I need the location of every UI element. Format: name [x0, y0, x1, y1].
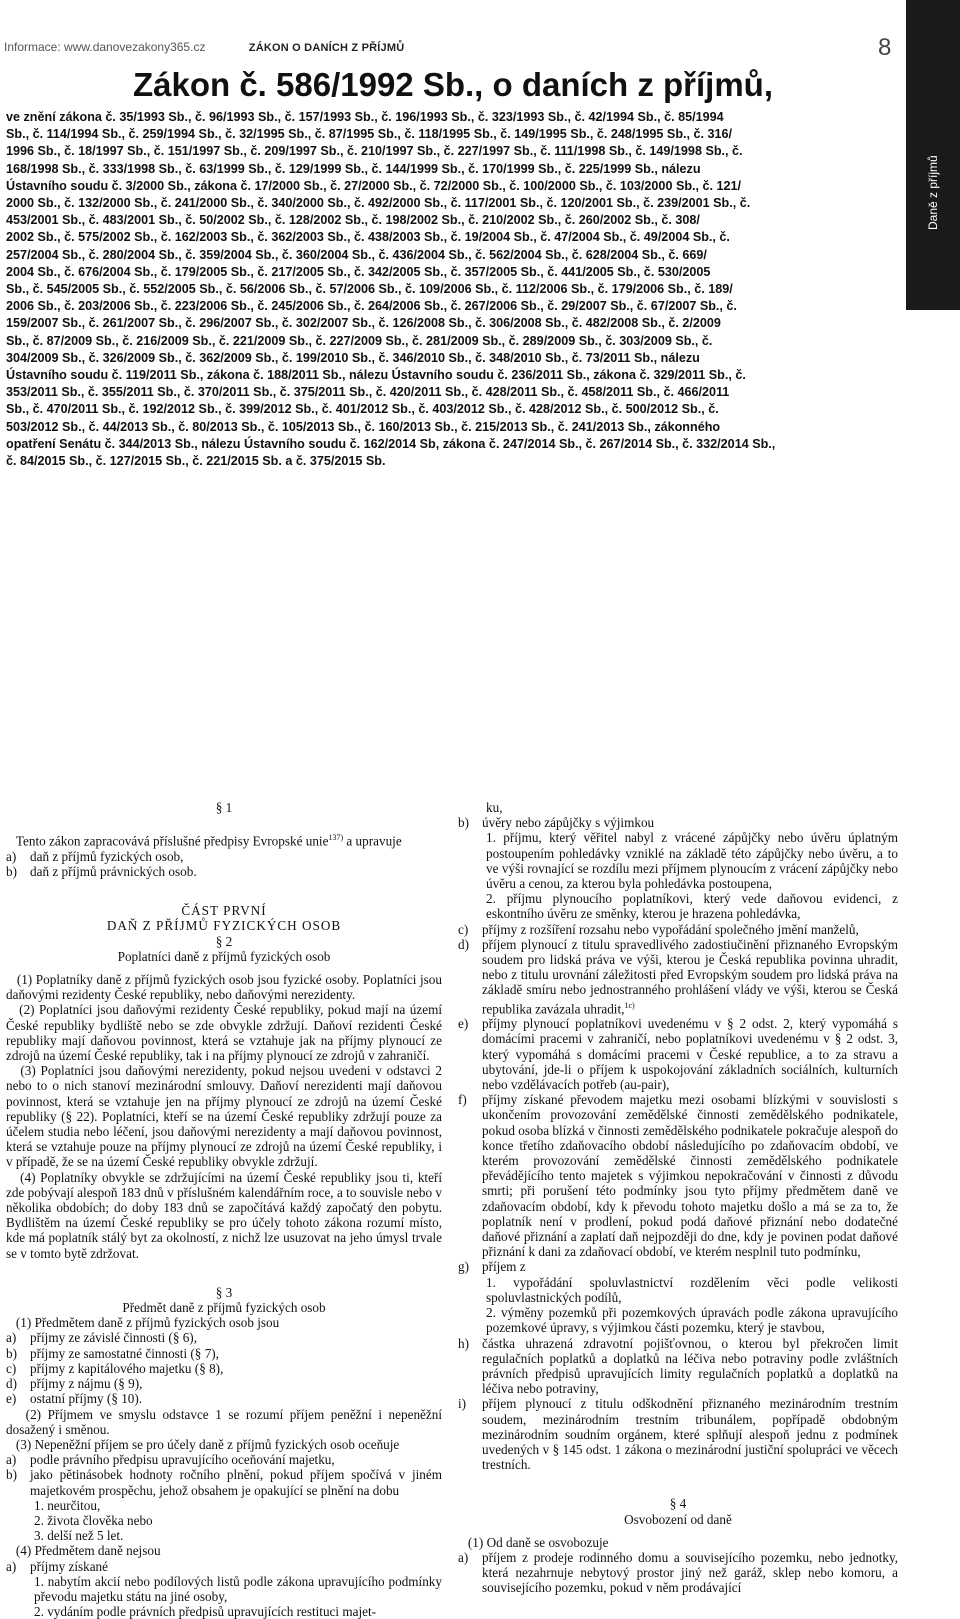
list-item: h) částka uhrazená zdravotní pojišťovnou, o kterou byl překročen limit regulačních poplatků a doplatků na léčiva nebo potraviny podle zvláštních právních předpisů upravujících limity regulačních poplatků a doplatků na léčiva nebo potraviny, — [458, 1335, 898, 1397]
list-item: g) příjem z — [458, 1259, 526, 1275]
section-3-heading: § 3 — [215, 1284, 233, 1300]
list-item: a) příjmy ze závislé činnosti (§ 6), — [6, 1330, 197, 1346]
amendment-line: Sb., č. 87/2009 Sb., č. 216/2009 Sb., č. 221/2009 Sb., č. 227/2009 Sb., č. 281/2009 Sb., č. 289/2009 Sb., č. 303/2009 Sb., č. — [6, 333, 713, 348]
side-section-tab — [906, 0, 960, 310]
sub-item: 1. vypořádání spoluvlastnictví rozdělením věci podle velikosti spoluvlastnických podílů, — [486, 1274, 898, 1305]
paragraph: (1) Předmětem daně z příjmů fyzických osob jsou — [15, 1315, 280, 1331]
amendment-line: 2004 Sb., č. 676/2004 Sb., č. 179/2005 Sb., č. 217/2005 Sb., č. 342/2005 Sb., č. 357/2005 Sb., č. 441/2005 Sb., č. 530/2005 — [6, 264, 711, 279]
list-item: a) daň z příjmů fyzických osob, — [6, 848, 184, 864]
amendment-line: opatření Senátu č. 344/2013 Sb., nálezu Ústavního soudu č. 162/2014 Sb, zákona č. 247/2014 Sb., č. 267/2014 Sb., č. 332/2014 Sb., — [6, 436, 776, 451]
list-item: d) příjmy z nájmu (§ 9), — [6, 1376, 143, 1392]
list-item: f) příjmy získané převodem majetku mezi osobami blízkými v souvislosti s ukončením provozování zemědělské činnosti zemědělského podnikatele, pokud osoba blízká v činnosti zemědělského podnikatele pokračuje alespoň do konce třetího zdaňovacího období následujícího po zdaňovacím období, ve kterém provozování zemědělské činnosti zemědělského podnikatele převádějícího tento majetek s výjimkou nepokračování v činnosti z důvodu smrti; při porušení této podmínky jsou tyto příjmy předmětem daně ve zdaňovacím období, kdy k převodu tohoto majetku došlo a má se za to, že poplatník není v prodlení, pokud podá daňové přiznání nebo dodatečné daňové přiznání a zaplatí daň nejpozději do dne, kdy je povinen podat daňové přiznání k dani za zdaňovací období, ve kterém nesplnil tuto podmínku, — [458, 1092, 898, 1260]
law-title: Zákon č. 586/1992 Sb., o daních z příjmů, — [132, 66, 774, 103]
footnote-ref[interactable]: 137) — [328, 833, 344, 843]
sub-item: 2. vydáním podle právních předpisů upravujících restituci majet- — [34, 1604, 377, 1619]
paragraph: (2) Poplatníci jsou daňovými rezidenty České republiky, pokud mají na území České republiky bydliště nebo se zde obvykle zdržují. Daňoví rezidenti České republiky mají daňovou povinnost, která se vztahuje jak na příjmy plynoucí ze zdrojů na území České republiky, tak i na příjmy plynoucí ze zdrojů v zahraničí. — [6, 1002, 442, 1064]
amendment-line: č. 84/2015 Sb., č. 127/2015 Sb., č. 221/2015 Sb. a č. 375/2015 Sb. — [6, 454, 386, 469]
paragraph: (3) Nepeněžní příjem se pro účely daně z příjmů fyzických osob oceňuje — [15, 1436, 400, 1452]
list-item: a) příjem z prodeje rodinného domu a souvisejícího pozemku, nebo jednotky, která nezahrnuje nebytový prostor jiný než garáž, sklep nebo komoru, a souvisejícího pozemku, pokud v něm prodávající — [458, 1549, 898, 1596]
list-item: b) daň z příjmů právnických osob. — [6, 864, 197, 879]
amendment-line: ve znění zákona č. 35/1993 Sb., č. 96/1993 Sb., č. 157/1993 Sb., č. 196/1993 Sb., č. 323/1993 Sb., č. 42/1994 Sb., č. 85/1994 — [6, 110, 724, 124]
amendment-line: 453/2001 Sb., č. 483/2001 Sb., č. 50/2002 Sb., č. 128/2002 Sb., č. 198/2002 Sb., č. 210/2002 Sb., č. 260/2002 Sb., č. 308/ — [6, 213, 700, 228]
amendment-line: 257/2004 Sb., č. 280/2004 Sb., č. 359/2004 Sb., č. 360/2004 Sb., č. 436/2004 Sb., č. 562/2004 Sb., č. 628/2004 Sb., č. 669/ — [6, 247, 707, 262]
amendment-line: 2006 Sb., č. 203/2006 Sb., č. 223/2006 Sb., č. 245/2006 Sb., č. 264/2006 Sb., č. 267/2006 Sb., č. 29/2007 Sb., č. 67/2007 Sb., č. — [6, 299, 737, 314]
part-heading: ČÁST PRVNÍ — [181, 903, 267, 919]
section-2-title: Poplatníci daně z příjmů fyzických osob — [117, 948, 331, 964]
footnote-ref[interactable]: 1c) — [624, 1000, 635, 1010]
paragraph: (1) Poplatníky daně z příjmů fyzických osob jsou fyzické osoby. Poplatníci jsou daňovými rezidenty České republiky, nebo daňovými nerezidenty. — [6, 972, 442, 1003]
amendment-line: 2000 Sb., č. 132/2000 Sb., č. 241/2000 Sb., č. 340/2000 Sb., č. 492/2000 Sb., č. 117/2001 Sb., č. 120/2001 Sb., č. 239/2001 Sb., č. — [6, 196, 751, 211]
list-item: c) příjmy z kapitálového majetku (§ 8), — [6, 1360, 224, 1376]
sub-item: 2. výměny pozemků při pozemkových úpravách podle zákona upravujícího pozemkové úpravy, s výjimkou části pozemku, který je stavbou, — [486, 1305, 898, 1336]
header-running-title: ZÁKON O DANÍCH Z PŘÍJMŮ — [248, 42, 405, 54]
list-item: a) příjmy získané — [6, 1558, 109, 1574]
section-3-title: Předmět daně z příjmů fyzických osob — [122, 1300, 326, 1316]
header-info-link[interactable]: Informace: www.danovezakony365.cz — [4, 40, 206, 54]
list-item: i) příjem plynoucí z titulu odškodnění přiznaného mezinárodním trestním soudem, mezinárodním trestním tribunálem, popřípadě obdobným mezinárodním soudním orgánem, které splňují alespoň jednu z podmínek uvedených v § 145 odst. 1 zákona o mezinárodní justiční spolupráci ve věcech trestních. — [458, 1396, 898, 1473]
paragraph: (4) Poplatníky obvykle se zdržujícími na území České republiky jsou ti, kteří zde pobývají alespoň 183 dnů v příslušném kalendářním roce, a to souvisle nebo v několika obdobích; do doby 183 dnů se započítává každý započatý den pobytu. Bydlištěm na území České republiky se pro účely tohoto zákona rozumí místo, kde má poplatník stálý byt za okolností, z nichž lze usuzovat na jeho úmysl trvale se v tomto bytě zdržovat. — [6, 1169, 443, 1261]
sub-item: 2. života člověka nebo — [34, 1512, 153, 1528]
section-4-title: Osvobození od daně — [624, 1511, 732, 1527]
list-item: b) příjmy ze samostatné činnosti (§ 7), — [6, 1345, 219, 1361]
list-item: d) příjem plynoucí z titulu spravedlivého zadostiučinění přiznaného Evropským soudem pro lidská práva ve výši, kterou je Česká republika povinna uhradit, nebo z titulu urovnání záležitosti před Evropským soudem pro lidská práva na základě smíru nebo jednostranného prohlášení vlády ve výši, kterou se Česká republika zavázala uhradit,$^{1c)}$ — [458, 936, 898, 1017]
list-item: b) jako pětinásobek hodnoty ročního plnění, pokud příjem spočívá v jiném majetkovém prospěchu, jehož obsahem je opakující se plnění na dobu — [6, 1467, 442, 1498]
list-item: c) příjmy z rozšíření rozsahu nebo vypořádání společného jmění manželů, — [458, 921, 859, 937]
sub-item: 1. neurčitou, — [34, 1497, 101, 1513]
sub-item: 1. nabytím akcií nebo podílových listů podle zákona upravujícího podmínky převodu majetku státu na jiné osoby, — [34, 1573, 442, 1604]
list-item: a) podle právního předpisu upravujícího oceňování majetku, — [6, 1452, 335, 1468]
amendment-line: 168/1998 Sb., č. 333/1998 Sb., č. 63/1999 Sb., č. 129/1999 Sb., č. 144/1999 Sb., č. 170/1999 Sb., č. 225/1999 Sb., nálezu — [6, 161, 701, 176]
amendment-line: 304/2009 Sb., č. 326/2009 Sb., č. 362/2009 Sb., č. 199/2010 Sb., č. 346/2010 Sb., č. 348/2010 Sb., č. 73/2011 Sb., nálezu — [6, 350, 700, 365]
list-item: e) příjmy plynoucí poplatníkovi uvedenému v § 2 odst. 2, který vypomáhá s domácími pracemi v zahraničí, nebo poplatníkovi uvedenému v § 2 odst. 3, který vypomáhá s domácími pracemi v České republice, a to za stravu a ubytování, jde-li o příjem k uspokojování základních sociálních, kulturních nebo vzdělávacích potřeb (au-pair), — [458, 1016, 898, 1093]
side-tab-label: Daně z příjmů — [926, 155, 940, 230]
part-title: DAŇ Z PŘÍJMŮ FYZICKÝCH OSOB — [106, 918, 342, 934]
left-column — [6, 800, 442, 1619]
amendment-line: 159/2007 Sb., č. 261/2007 Sb., č. 296/2007 Sb., č. 302/2007 Sb., č. 126/2008 Sb., č. 306/2008 Sb., č. 482/2008 Sb., č. 2/2009 — [6, 316, 721, 331]
list-item: b) úvěry nebo zápůjčky s výjimkou — [458, 815, 655, 831]
paragraph: (3) Poplatníci jsou daňovými nerezidenty, pokud nejsou uvedeni v odstavci 2 nebo to o nich stanoví mezinárodní smlouvy. Daňoví nerezidenti mají daňovou povinnost, která se vztahuje jen na příjmy plynoucí ze zdrojů na území České republiky (§ 22). Poplatníci, kteří se na území České republiky zdržují pouze za účelem studia nebo léčení, jsou daňovými nerezidenty a mají daňovou povinnost, která se vztahuje pouze na příjmy plynoucí ze zdrojů na území České republiky, i v případě, že se na území České republiky obvykle zdržují. — [6, 1063, 443, 1170]
amendment-line: Ústavního soudu č. 3/2000 Sb., zákona č. 17/2000 Sb., č. 27/2000 Sb., č. 72/2000 Sb., č. 100/2000 Sb., č. 103/2000 Sb., č. 121/ — [6, 178, 742, 193]
amendment-line: Ústavního soudu č. 119/2011 Sb., zákona č. 188/2011 Sb., nálezu Ústavního soudu č. 236/2011 Sb., zákona č. 329/2011 Sb., č. — [6, 368, 746, 383]
amendment-line: Sb., č. 114/1994 Sb., č. 259/1994 Sb., č. 32/1995 Sb., č. 87/1995 Sb., č. 118/1995 Sb., č. 149/1995 Sb., č. 248/1995 Sb., č. 316/ — [6, 127, 733, 142]
running-header — [4, 40, 404, 54]
amendment-line: 353/2011 Sb., č. 355/2011 Sb., č. 370/2011 Sb., č. 375/2011 Sb., č. 420/2011 Sb., č. 428/2011 Sb., č. 458/2011 Sb., č. 466/2011 — [6, 385, 730, 400]
section-1-heading: § 1 — [215, 800, 233, 815]
section-3-items — [6, 1330, 442, 1406]
paragraph: (1) Od daně se osvobozuje — [467, 1534, 609, 1550]
sub-item: 1. příjmu, který věřitel nabyl z vrácené zápůjčky nebo úvěru úplatným postoupením pohledávky vzniklé na základě této zápůjčky nebo úvěru, a to ve výši rovnající se rozdílu mezi příjmem plynoucím z vrácení zápůjčky nebo úvěru a cenou, za kterou byla pohledávka postoupena, — [486, 830, 898, 892]
paragraph: (4) Předmětem daně nejsou — [15, 1543, 161, 1559]
section-2-heading: § 2 — [215, 933, 233, 949]
continuation-text: ku, — [486, 800, 503, 815]
section-1-intro: Tento zákon zapracovává příslušné předpisy Evropské unie$^{137)}$ a upravuje — [15, 833, 402, 849]
amendment-line: Sb., č. 545/2005 Sb., č. 552/2005 Sb., č. 56/2006 Sb., č. 57/2006 Sb., č. 109/2006 Sb., č. 112/2006 Sb., č. 179/2006 Sb., č. 189/ — [6, 282, 733, 297]
right-column — [458, 800, 898, 1596]
sub-item: 3. delší než 5 let. — [34, 1528, 124, 1544]
amendment-line: Sb., č. 470/2011 Sb., č. 192/2012 Sb., č. 399/2012 Sb., č. 401/2012 Sb., č. 403/2012 Sb., č. 428/2012 Sb., č. 500/2012 Sb., č. — [6, 402, 719, 417]
list-item: e) ostatní příjmy (§ 10). — [6, 1391, 143, 1407]
amendment-line: 503/2012 Sb., č. 44/2013 Sb., č. 80/2013 Sb., č. 105/2013 Sb., č. 160/2013 Sb., č. 215/2013 Sb., č. 241/2013 Sb., zákonného — [6, 419, 721, 434]
sub-item: 2. příjmu plynoucího poplatníkovi, který vede daňovou evidenci, z eskontního úvěru ze směnky, kterou je hrazena pohledávka, — [486, 891, 898, 922]
section-4-heading: § 4 — [669, 1496, 687, 1512]
amendments-list — [6, 109, 898, 470]
paragraph: (2) Příjmem ve smyslu odstavce 1 se rozumí příjem peněžní i nepeněžní dosažený i směnou. — [6, 1406, 443, 1437]
amendment-line: 2002 Sb., č. 575/2002 Sb., č. 162/2003 Sb., č. 362/2003 Sb., č. 438/2003 Sb., č. 19/2004 Sb., č. 47/2004 Sb., č. 49/2004 Sb., č. — [6, 230, 730, 245]
page-number: 8 — [878, 34, 892, 61]
amendment-line: 1996 Sb., č. 18/1997 Sb., č. 151/1997 Sb., č. 209/1997 Sb., č. 210/1997 Sb., č. 227/1997 Sb., č. 111/1998 Sb., č. 149/1998 Sb., č. — [6, 144, 743, 159]
